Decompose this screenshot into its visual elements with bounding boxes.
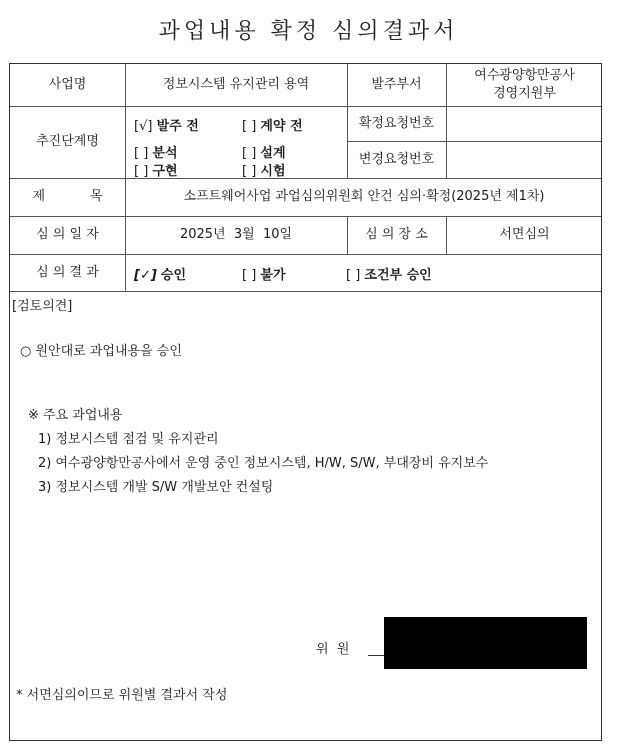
opinion-header: [검토의견] <box>12 299 73 314</box>
change-request-value[interactable] <box>446 141 603 178</box>
stage-option-pre-order[interactable] <box>134 115 199 134</box>
checkbox-checked: [√] <box>134 119 153 134</box>
member-label: 위 원 <box>316 642 350 657</box>
review-date-label: 심 의 일 자 <box>36 227 99 243</box>
result-option-conditional[interactable] <box>346 264 432 283</box>
row-divider <box>10 291 601 292</box>
scope-item: 2) 여수광양항만공사에서 운영 중인 정보시스템, H/W, S/W, 부대장비 유지보수 <box>38 456 489 471</box>
option-label: 발주 전 <box>156 119 199 134</box>
stage-option-design[interactable] <box>242 142 286 161</box>
checkbox: [ ] <box>242 119 257 134</box>
stage-label: 추진단계명 <box>36 134 99 150</box>
option-label: 계약 전 <box>260 119 303 134</box>
scope-title: ※ 주요 과업내용 <box>28 408 123 423</box>
checkbox: [ ] <box>134 164 149 179</box>
review-place-value: 서면심의 <box>499 227 550 243</box>
checkbox: [ ] <box>242 146 257 161</box>
business-name-label: 사업명 <box>48 77 87 93</box>
stage-option-implementation[interactable] <box>134 160 178 179</box>
ordering-dept-line1: 여수광양항만공사 <box>474 68 575 84</box>
option-label: 불가 <box>260 268 286 283</box>
opinion-main: ○ 원안대로 과업내용을 승인 <box>20 344 182 359</box>
option-label: 분석 <box>152 146 178 161</box>
change-request-label: 변경요청번호 <box>358 151 435 167</box>
stage-option-analysis[interactable] <box>134 142 178 161</box>
review-place-label: 심 의 장 소 <box>365 227 428 243</box>
option-label: 조건부 승인 <box>364 268 432 283</box>
subject-value: 소프트웨어사업 과업심의위원회 안건 심의·확정(2025년 제1차) <box>183 189 545 205</box>
confirm-request-value[interactable] <box>446 106 603 141</box>
checkbox: [ ] <box>134 146 149 161</box>
subject-label <box>10 178 125 216</box>
ordering-dept-value <box>446 64 603 106</box>
option-label: 승인 <box>160 268 187 283</box>
ordering-dept-label: 발주부서 <box>371 77 422 93</box>
result-option-approve[interactable] <box>134 264 186 283</box>
scope-item: 3) 정보시스템 개발 S/W 개발보안 컨설팅 <box>38 480 274 495</box>
checkbox-checked: [✓] <box>134 268 157 283</box>
redacted-signature <box>384 617 587 669</box>
confirm-request-label: 확정요청번호 <box>358 115 435 131</box>
review-result-label: 심 의 결 과 <box>36 264 99 280</box>
review-form <box>9 63 602 741</box>
subject-label-2: 목 <box>89 189 103 205</box>
stage-option-test[interactable] <box>242 160 286 179</box>
scope-item: 1) 정보시스템 점검 및 유지관리 <box>38 432 219 447</box>
stage-option-pre-contract[interactable] <box>242 115 303 134</box>
business-name-value: 정보시스템 유지관리 용역 <box>162 77 310 93</box>
review-date-value: 2025년 3월 10일 <box>179 227 293 243</box>
document-title: 과업내용 확정 심의결과서 <box>158 19 459 44</box>
checkbox: [ ] <box>242 164 257 179</box>
option-label: 시험 <box>260 164 286 179</box>
checkbox: [ ] <box>346 268 361 283</box>
signature-underline <box>368 655 384 656</box>
checkbox: [ ] <box>242 268 257 283</box>
result-option-reject[interactable] <box>242 264 286 283</box>
footnote: * 서면심의이므로 위원별 결과서 작성 <box>16 688 228 703</box>
ordering-dept-line2: 경영지원부 <box>493 86 556 101</box>
option-label: 설계 <box>260 146 286 161</box>
subject-label-1: 제 <box>32 189 46 205</box>
option-label: 구현 <box>152 164 178 179</box>
